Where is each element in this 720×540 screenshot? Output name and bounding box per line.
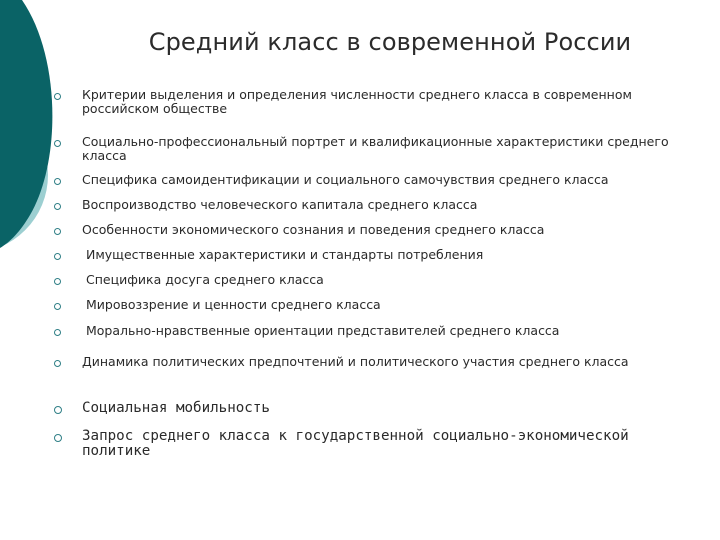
list-item-text: Запрос среднего класса к государственной социально-экономической политике (82, 428, 629, 459)
list-item-text: Мировоззрение и ценности среднего класса (86, 297, 381, 312)
list-item-text: Социальная мобильность (82, 400, 270, 416)
hollow-circle-bullet-icon (54, 228, 61, 235)
slide-title: Средний класс в современной России (148, 28, 632, 56)
hollow-circle-bullet-icon (54, 93, 61, 100)
list-item-text: Воспроизводство человеческого капитала среднего класса (82, 197, 478, 212)
list-item-text: Специфика самоидентификации и социального самочувствия среднего класса (82, 172, 609, 187)
list-item-text: Динамика политических предпочтений и политического участия среднего класса (82, 354, 629, 369)
hollow-circle-bullet-icon (54, 303, 61, 310)
list-item-text: Социально-профессиональный портрет и квалификационные характеристики среднего класса (82, 134, 669, 163)
hollow-circle-bullet-icon (54, 278, 61, 285)
hollow-circle-bullet-icon (54, 434, 62, 442)
list-item-text: Имущественные характеристики и стандарты потребления (86, 247, 484, 262)
hollow-circle-bullet-icon (54, 329, 61, 336)
hollow-circle-bullet-icon (54, 140, 61, 147)
hollow-circle-bullet-icon (54, 360, 61, 367)
list-item-text: Морально-нравственные ориентации представителей среднего класса (86, 323, 560, 338)
hollow-circle-bullet-icon (54, 253, 61, 260)
hollow-circle-bullet-icon (54, 178, 61, 185)
hollow-circle-bullet-icon (54, 406, 62, 414)
hollow-circle-bullet-icon (54, 203, 61, 210)
list-item-text: Специфика досуга среднего класса (86, 272, 324, 287)
list-item-text: Критерии выделения и определения численности среднего класса в современном российском обществе (82, 87, 632, 116)
list-item-text: Особенности экономического сознания и поведения среднего класса (82, 222, 545, 237)
